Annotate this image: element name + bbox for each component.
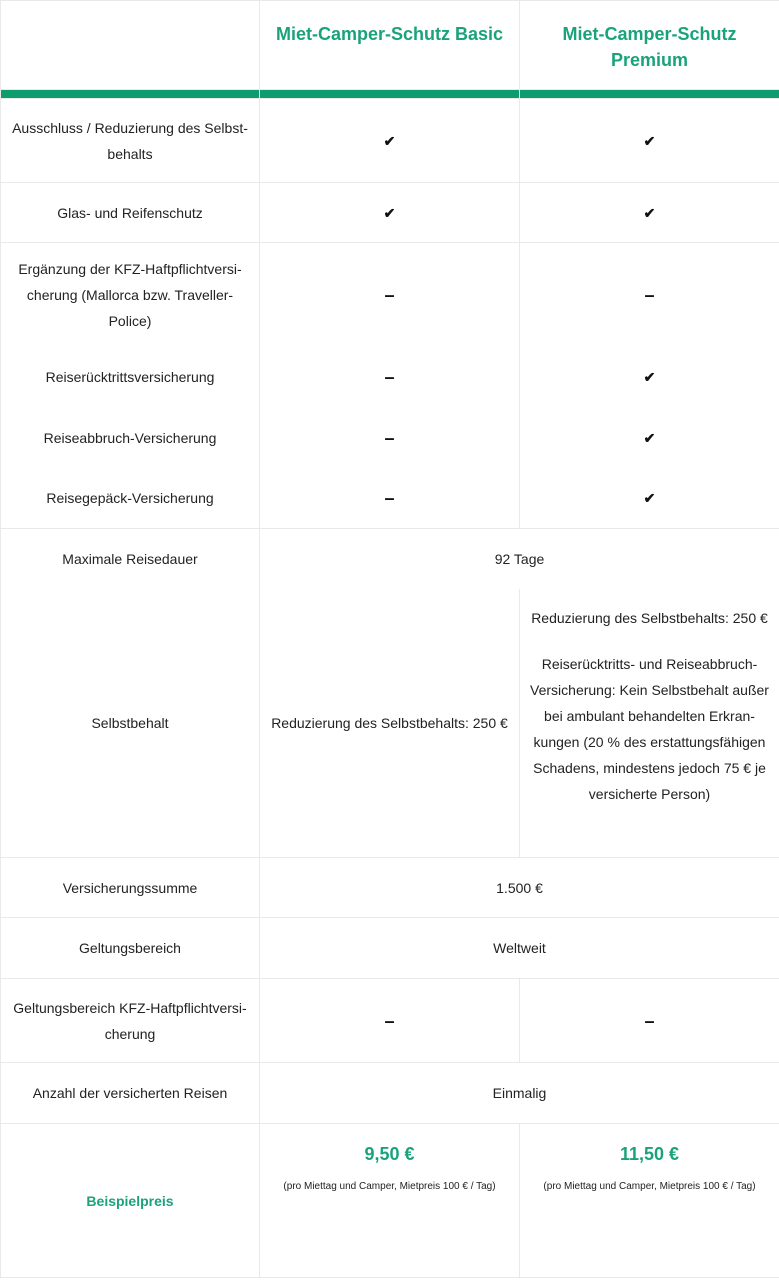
accent-bar: [1, 90, 779, 99]
table-row: [1, 468, 779, 529]
row-label: Versicherungssumme: [1, 858, 260, 918]
row-label: Geltungsbereich: [1, 918, 260, 979]
price-basic: [260, 1124, 520, 1278]
header-empty: [1, 1, 260, 90]
header-basic: Miet-Camper-Schutz Basic: [260, 1, 520, 90]
table-row: [1, 979, 779, 1063]
accent-bar-cell: [520, 90, 779, 99]
selbstbehalt-premium-line2: Reiserücktritts- und Reiseabbruch-Versicherung: Kein Selbstbehalt außer bei ambulant behandelten Erkran-kungen (20 % des erstattungsfähigen Schadens, mindestens jedoch 75 € je versicherte Person): [530, 655, 769, 802]
price-premium-value: 11,50 €: [619, 1144, 680, 1164]
check-icon: ✔: [520, 183, 779, 243]
table-row: [1, 347, 779, 408]
row-label: Ergänzung der KFZ-Haftpflichtversi-cherung (Mallorca bzw. Traveller-Police): [1, 243, 260, 347]
row-label: Selbstbehalt: [1, 589, 260, 858]
table-row: [1, 918, 779, 979]
table-row: [1, 183, 779, 243]
row-label: Reiseabbruch-Versicherung: [1, 408, 260, 468]
row-label: Reisegepäck-Versicherung: [1, 468, 260, 529]
header-premium: Miet-Camper-Schutz Premium: [520, 1, 779, 90]
dash-icon: –: [520, 979, 779, 1063]
accent-bar-cell: [260, 90, 520, 99]
row-label: Anzahl der versicherten Reisen: [1, 1063, 260, 1124]
selbstbehalt-basic: Reduzierung des Selbstbehalts: 250 €: [260, 589, 520, 858]
table-row: [1, 243, 779, 347]
shared-value: Einmalig: [260, 1063, 779, 1124]
check-icon: ✔: [260, 99, 520, 183]
table-row: [1, 529, 779, 589]
check-icon: ✔: [520, 99, 779, 183]
price-basic-value: 9,50 €: [364, 1144, 415, 1164]
shared-value: Weltweit: [260, 918, 779, 979]
row-label: Ausschluss / Reduzierung des Selbst-behalts: [1, 99, 260, 183]
price-premium-note: (pro Miettag und Camper, Mietpreis 100 € / Tag): [543, 1181, 756, 1192]
check-icon: ✔: [520, 468, 779, 529]
row-label: Maximale Reisedauer: [1, 529, 260, 589]
accent-bar-cell: [1, 90, 260, 99]
check-icon: ✔: [520, 408, 779, 468]
selbstbehalt-premium: [520, 589, 779, 858]
price-premium: [520, 1124, 779, 1278]
price-basic-note: (pro Miettag und Camper, Mietpreis 100 € / Tag): [283, 1181, 496, 1192]
table-row: [1, 408, 779, 468]
dash-icon: –: [260, 408, 520, 468]
dash-icon: –: [260, 468, 520, 529]
shared-value: 1.500 €: [260, 858, 779, 918]
table-row: [1, 1063, 779, 1124]
table-row: [1, 589, 779, 858]
row-label: Reiserücktrittsversicherung: [1, 347, 260, 408]
selbstbehalt-premium-line1: Reduzierung des Selbstbehalts: 250 €: [531, 609, 768, 626]
dash-icon: –: [260, 243, 520, 347]
table-row: [1, 858, 779, 918]
check-icon: ✔: [260, 183, 520, 243]
price-row: [1, 1124, 779, 1278]
shared-value: 92 Tage: [260, 529, 779, 589]
table-row: [1, 99, 779, 183]
row-label: Geltungsbereich KFZ-Haftpflichtversi-cherung: [1, 979, 260, 1063]
dash-icon: –: [520, 243, 779, 347]
price-label: Beispielpreis: [1, 1124, 260, 1278]
row-label: Glas- und Reifenschutz: [1, 183, 260, 243]
check-icon: ✔: [520, 347, 779, 408]
dash-icon: –: [260, 979, 520, 1063]
header-row: [1, 1, 779, 90]
dash-icon: –: [260, 347, 520, 408]
